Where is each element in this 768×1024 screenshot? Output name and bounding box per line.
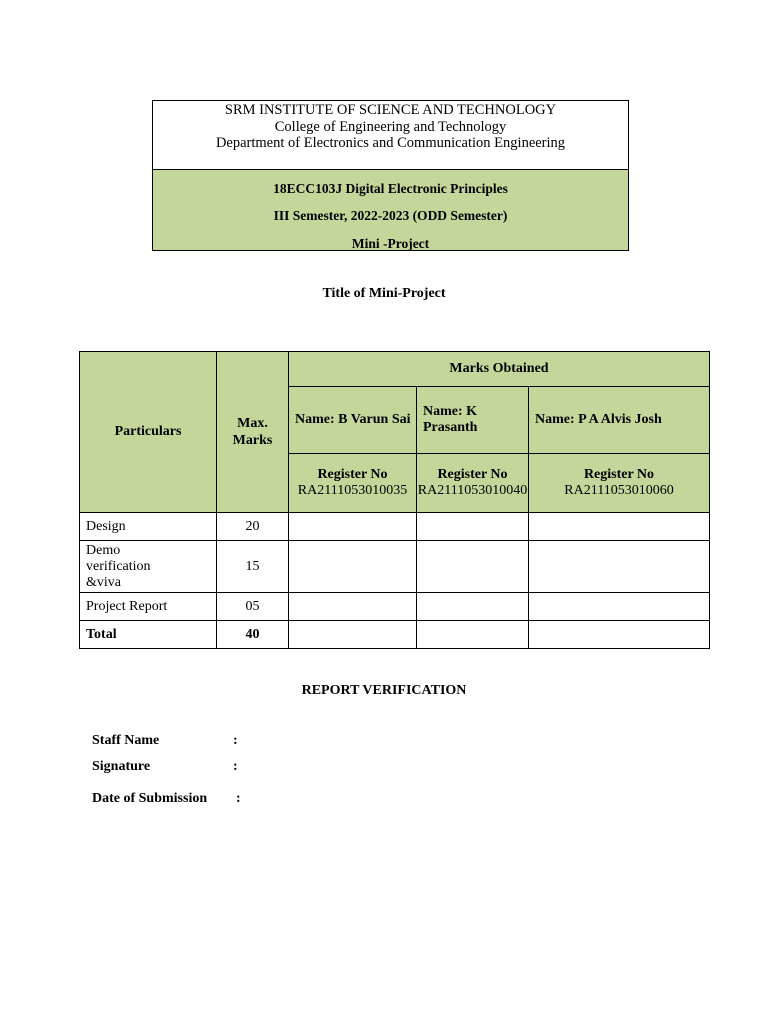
- report-verification-heading: REPORT VERIFICATION: [301, 683, 467, 698]
- marks-obtained-header: Marks Obtained: [289, 352, 710, 387]
- max-cell: 20: [217, 513, 289, 541]
- date-of-submission-label: Date of Submission: [92, 791, 208, 806]
- marks-cell: [289, 541, 417, 593]
- register-label: Register No: [583, 467, 655, 482]
- staff-name-label: Staff Name: [92, 733, 160, 748]
- staff-name-colon: :: [233, 733, 238, 748]
- marks-cell: [289, 621, 417, 649]
- header-course-section: [153, 170, 628, 250]
- particulars-header: Particulars: [80, 352, 217, 513]
- department-name: Department of Electronics and Communication Engineering: [215, 135, 566, 151]
- student-register: [289, 454, 417, 513]
- semester-info: III Semester, 2022-2023 (ODD Semester): [273, 208, 508, 223]
- college-name: College of Engineering and Technology: [274, 119, 507, 135]
- marks-cell: [417, 621, 529, 649]
- marks-cell: [417, 541, 529, 593]
- register-number: RA2111053010040: [417, 483, 528, 498]
- marks-cell: [417, 513, 529, 541]
- signature-colon: :: [233, 759, 238, 774]
- max-cell: 15: [217, 541, 289, 593]
- date-colon: :: [236, 791, 241, 806]
- marks-cell: [529, 621, 710, 649]
- project-type: Mini -Project: [351, 236, 430, 251]
- institute-name: SRM INSTITUTE OF SCIENCE AND TECHNOLOGY: [224, 102, 557, 118]
- marks-cell: [529, 513, 710, 541]
- header-institute-section: [153, 101, 628, 170]
- max-cell: 05: [217, 593, 289, 621]
- particular-cell: Design: [80, 513, 217, 541]
- marks-cell: [529, 593, 710, 621]
- particular-cell: Project Report: [80, 593, 217, 621]
- table-row: [80, 513, 710, 541]
- marks-cell: [529, 541, 710, 593]
- register-label: Register No: [317, 467, 388, 482]
- marks-cell: [289, 513, 417, 541]
- table-row: [80, 593, 710, 621]
- student-name: Name: B Varun Sai: [289, 387, 417, 454]
- register-number: RA2111053010035: [297, 483, 408, 498]
- total-row: [80, 621, 710, 649]
- max-marks-header: Max. Marks: [217, 352, 289, 513]
- student-name: Name: P A Alvis Josh: [529, 387, 710, 454]
- total-max: 40: [217, 621, 289, 649]
- marks-cell: [417, 593, 529, 621]
- register-number: RA2111053010060: [564, 483, 674, 498]
- course-title: 18ECC103J Digital Electronic Principles: [273, 181, 508, 196]
- register-label: Register No: [437, 467, 508, 482]
- student-register: [417, 454, 529, 513]
- mini-project-title-label: Title of Mini-Project: [322, 286, 446, 301]
- student-name: Name: K Prasanth: [417, 387, 529, 454]
- marks-table: [79, 351, 710, 649]
- table-row: [80, 541, 710, 593]
- signature-label: Signature: [92, 759, 151, 774]
- header-box: [152, 100, 629, 251]
- total-label: Total: [80, 621, 217, 649]
- particular-cell: Demo verification &viva: [80, 541, 217, 593]
- student-register: [529, 454, 710, 513]
- marks-cell: [289, 593, 417, 621]
